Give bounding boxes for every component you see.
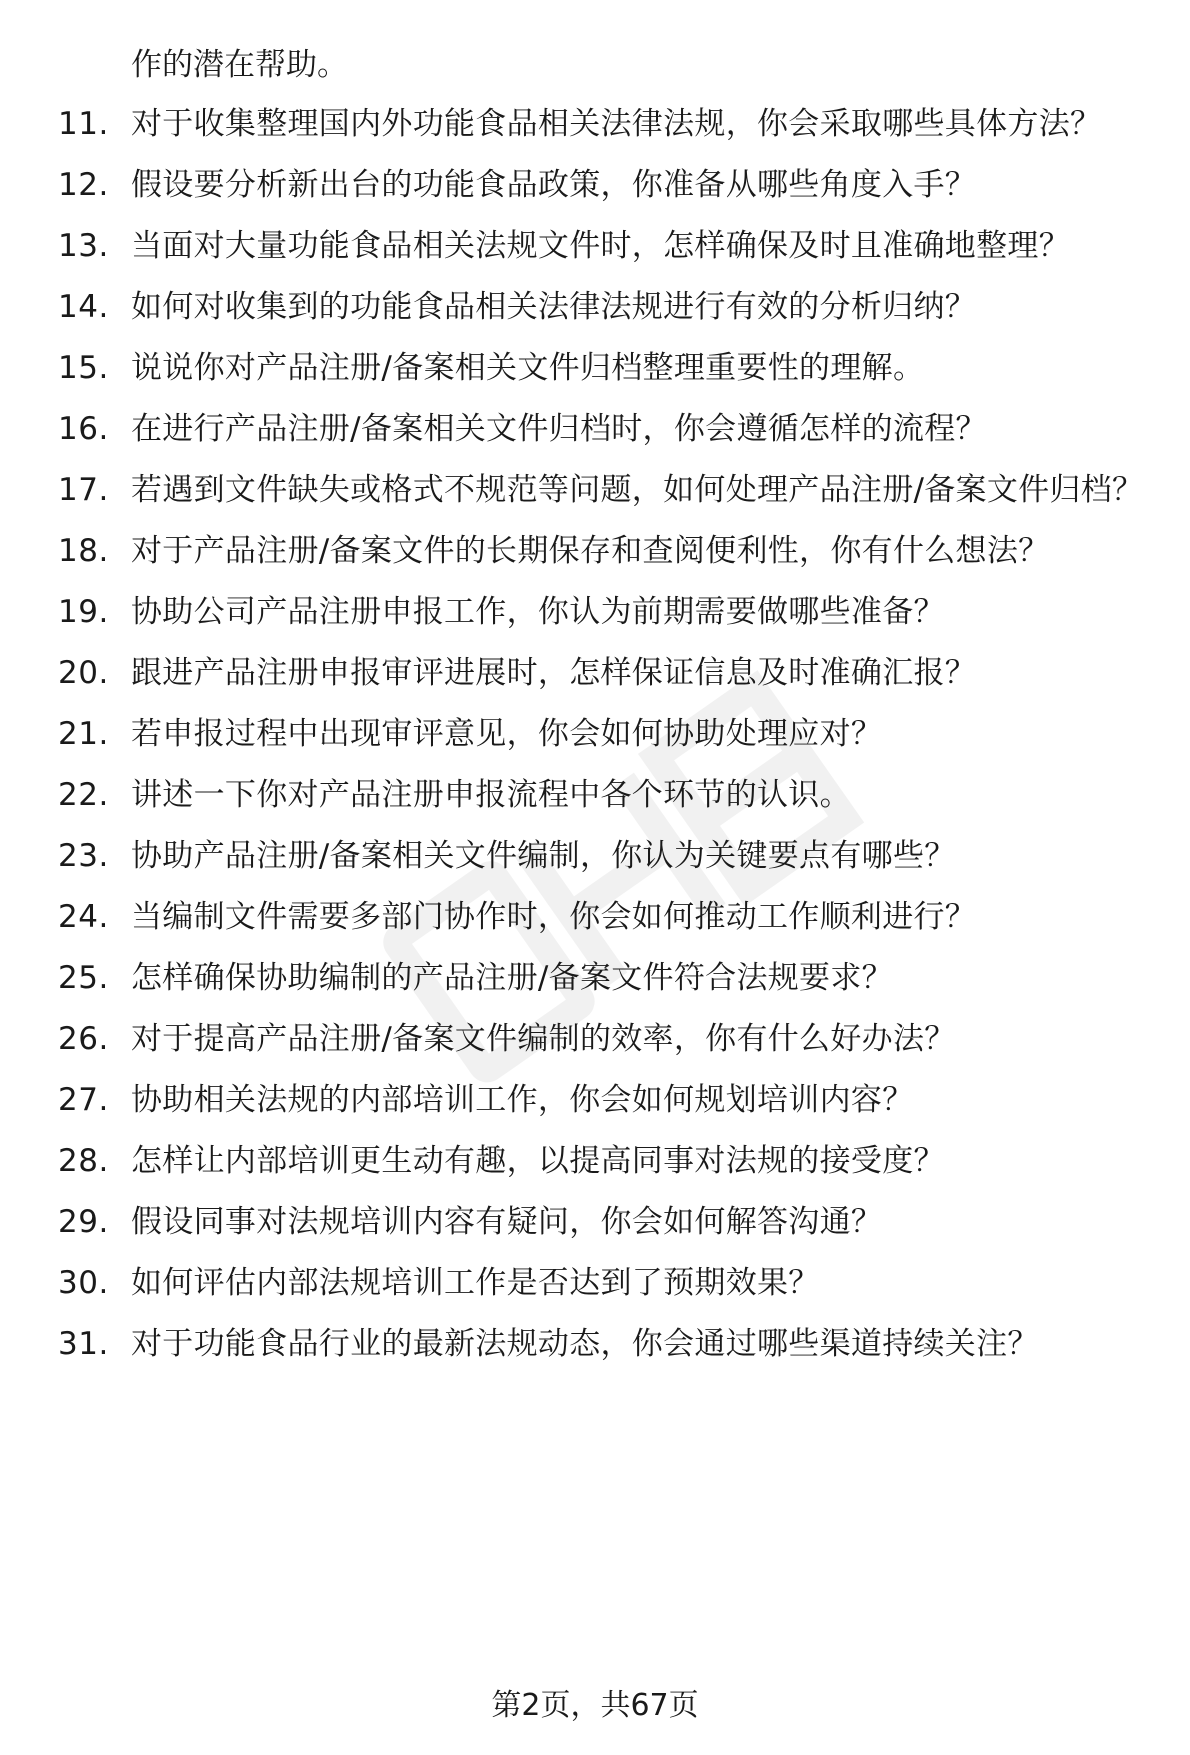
question-text: 对于收集整理国内外功能食品相关法律法规，你会采取哪些具体方法？ xyxy=(131,106,1102,142)
question-text: 若申报过程中出现审评意见，你会如何协助处理应对？ xyxy=(131,716,883,752)
question-number: 31. xyxy=(58,1326,109,1362)
question-text: 如何对收集到的功能食品相关法律法规进行有效的分析归纳？ xyxy=(131,289,977,325)
question-number: 19. xyxy=(58,594,109,630)
question-text: 协助相关法规的内部培训工作，你会如何规划培训内容？ xyxy=(131,1082,914,1118)
question-item xyxy=(0,104,1190,144)
question-number: 30. xyxy=(58,1265,109,1301)
question-text: 协助公司产品注册申报工作，你认为前期需要做哪些准备？ xyxy=(131,594,945,630)
question-item xyxy=(0,165,1190,205)
question-item xyxy=(0,1019,1190,1059)
question-number: 23. xyxy=(58,838,109,874)
question-number: 21. xyxy=(58,716,109,752)
question-item xyxy=(0,531,1190,571)
question-number: 26. xyxy=(58,1021,109,1057)
question-number: 15. xyxy=(58,350,109,386)
question-number: 29. xyxy=(58,1204,109,1240)
question-number: 27. xyxy=(58,1082,109,1118)
question-item xyxy=(0,958,1190,998)
question-item xyxy=(0,348,1190,388)
question-text: 跟进产品注册申报审评进展时，怎样保证信息及时准确汇报？ xyxy=(131,655,977,691)
question-text: 讲述一下你对产品注册申报流程中各个环节的认识。 xyxy=(131,777,851,813)
question-text: 对于产品注册/备案文件的长期保存和查阅便利性，你有什么想法？ xyxy=(131,533,1050,569)
question-text: 若遇到文件缺失或格式不规范等问题，如何处理产品注册/备案文件归档？ xyxy=(131,472,1144,508)
question-item xyxy=(0,653,1190,693)
question-number: 28. xyxy=(58,1143,109,1179)
question-item xyxy=(0,775,1190,815)
question-item xyxy=(0,592,1190,632)
question-number: 20. xyxy=(58,655,109,691)
question-text: 说说你对产品注册/备案相关文件归档整理重要性的理解。 xyxy=(131,350,925,386)
question-item xyxy=(0,1263,1190,1303)
question-item xyxy=(0,1324,1190,1364)
question-text: 对于提高产品注册/备案文件编制的效率，你有什么好办法？ xyxy=(131,1021,956,1057)
question-text: 假设同事对法规培训内容有疑问，你会如何解答沟通？ xyxy=(131,1204,883,1240)
question-item xyxy=(0,836,1190,876)
page-footer: 第2页，共67页 xyxy=(491,1688,699,1723)
question-text: 协助产品注册/备案相关文件编制，你认为关键要点有哪些？ xyxy=(131,838,956,874)
question-text: 怎样确保协助编制的产品注册/备案文件符合法规要求？ xyxy=(131,960,893,996)
question-item xyxy=(0,1202,1190,1242)
question-text: 在进行产品注册/备案相关文件归档时，你会遵循怎样的流程？ xyxy=(131,411,987,447)
question-item xyxy=(0,1080,1190,1120)
question-number: 14. xyxy=(58,289,109,325)
question-number: 12. xyxy=(58,167,109,203)
question-item xyxy=(0,897,1190,937)
question-number: 11. xyxy=(58,106,109,142)
question-item xyxy=(0,409,1190,449)
question-list xyxy=(0,104,1190,1385)
question-text: 当面对大量功能食品相关法规文件时，怎样确保及时且准确地整理？ xyxy=(131,228,1070,264)
question-number: 17. xyxy=(58,472,109,508)
question-item xyxy=(0,287,1190,327)
question-item xyxy=(0,1141,1190,1181)
question-text: 怎样让内部培训更生动有趣，以提高同事对法规的接受度？ xyxy=(131,1143,945,1179)
question-text: 如何评估内部法规培训工作是否达到了预期效果？ xyxy=(131,1265,820,1301)
question-number: 13. xyxy=(58,228,109,264)
question-text: 对于功能食品行业的最新法规动态，你会通过哪些渠道持续关注？ xyxy=(131,1326,1039,1362)
question-item xyxy=(0,226,1190,266)
question-item xyxy=(0,714,1190,754)
question-number: 22. xyxy=(58,777,109,813)
question-number: 24. xyxy=(58,899,109,935)
question-item xyxy=(0,470,1190,510)
question-text: 假设要分析新出台的功能食品政策，你准备从哪些角度入手？ xyxy=(131,167,977,203)
previous-question-continuation: 作的潜在帮助。 xyxy=(131,47,348,83)
question-text: 当编制文件需要多部门协作时，你会如何推动工作顺利进行？ xyxy=(131,899,977,935)
question-number: 18. xyxy=(58,533,109,569)
question-number: 16. xyxy=(58,411,109,447)
question-number: 25. xyxy=(58,960,109,996)
